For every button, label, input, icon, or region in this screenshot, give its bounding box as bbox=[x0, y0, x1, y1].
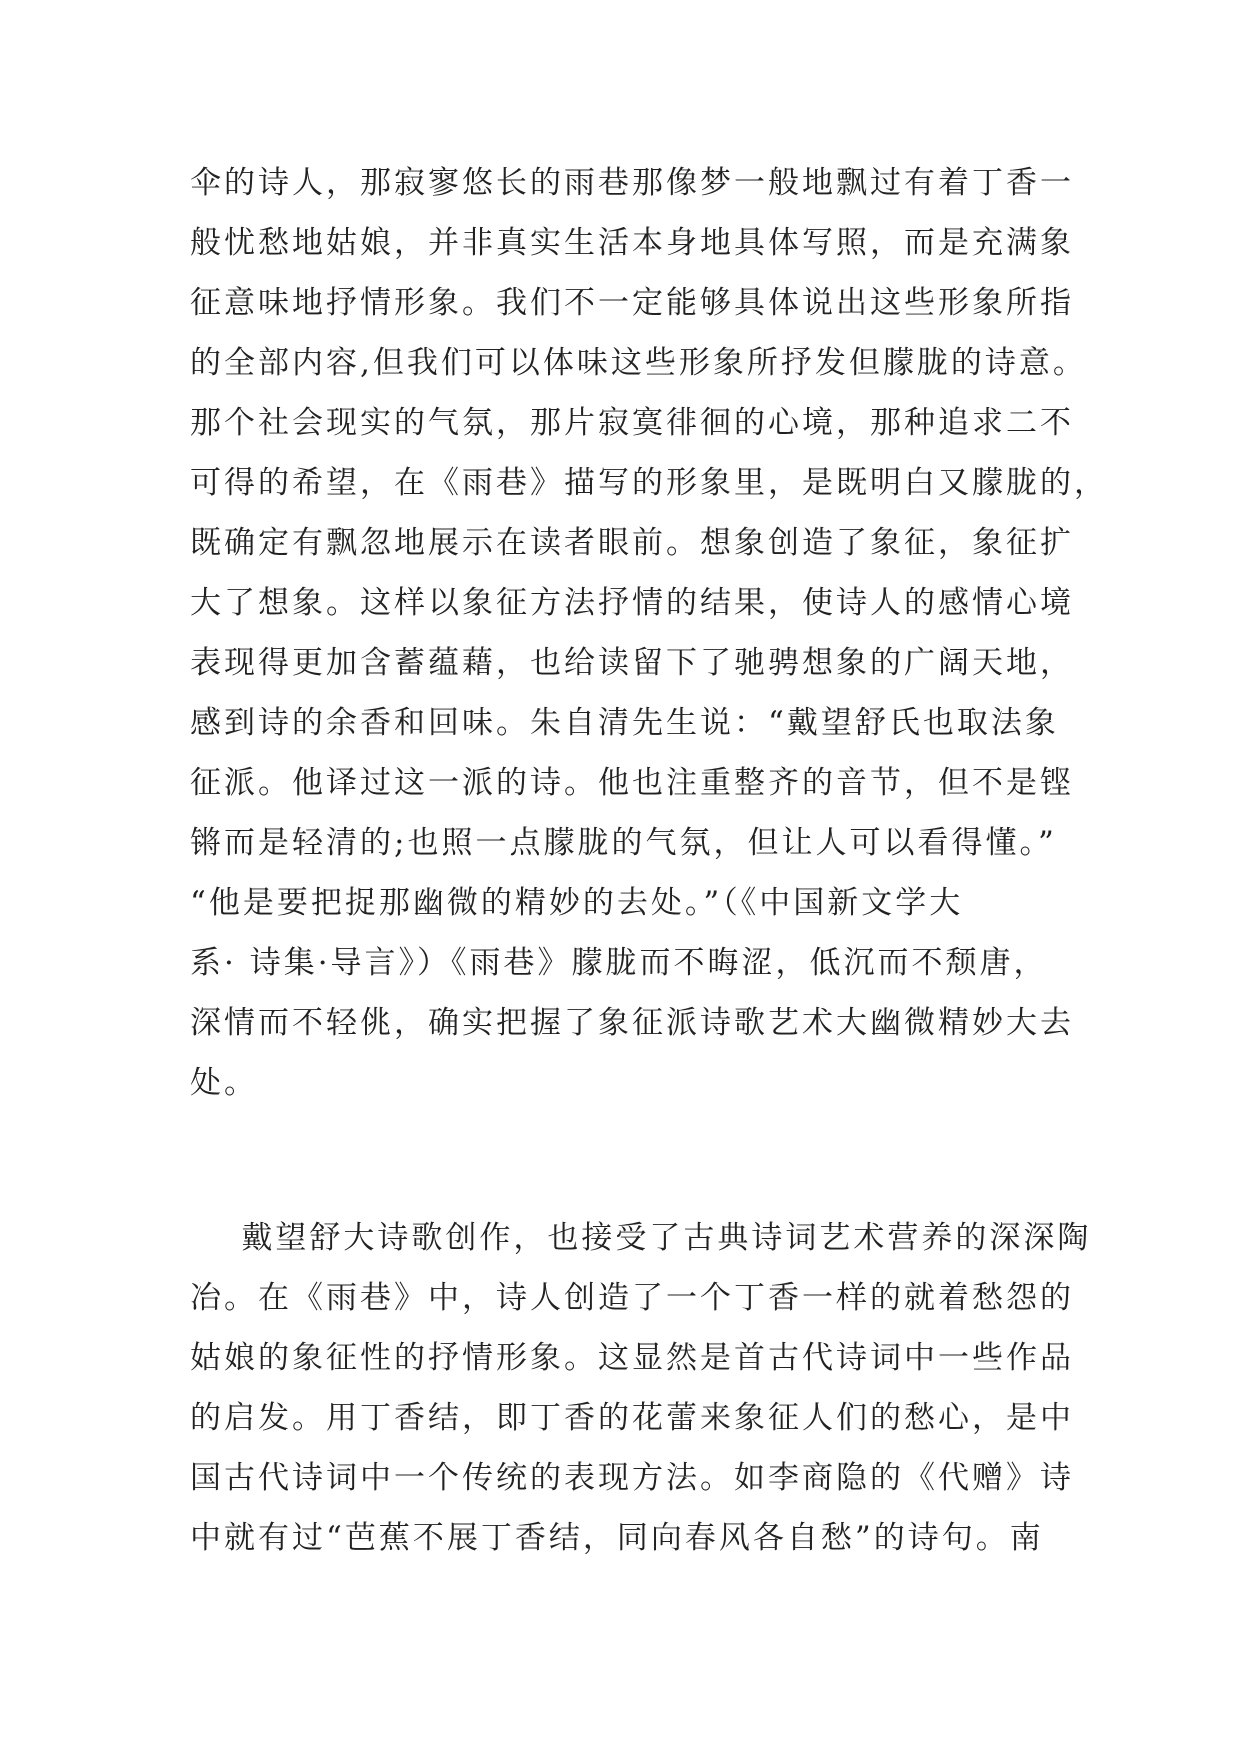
text-line: 系· 诗集·导言》）《雨巷》朦胧而不晦涩，低沉而不颓唐， bbox=[190, 945, 1048, 981]
text-line: 既确定有飘忽地展示在读者眼前。想象创造了象征，象征扩 bbox=[190, 525, 1074, 561]
text-line: 的全部内容,但我们可以体味这些形象所抒发但朦胧的诗意。 bbox=[190, 345, 1087, 381]
paragraph-2 bbox=[190, 1208, 1092, 1568]
text-line: 国古代诗词中一个传统的表现方法。如李商隐的《代赠》诗 bbox=[190, 1460, 1074, 1496]
text-line: 大了想象。这样以象征方法抒情的结果，使诗人的感情心境 bbox=[190, 585, 1074, 621]
text-line: 中就有过“芭蕉不展丁香结，同向春风各自愁”的诗句。南 bbox=[190, 1520, 1044, 1556]
text-line: 征派。他译过这一派的诗。他也注重整齐的音节，但不是铿 bbox=[190, 765, 1074, 801]
text-line: “他是要把捉那幽微的精妙的去处。”（《中国新文学大 bbox=[190, 885, 964, 921]
text-line: 征意味地抒情形象。我们不一定能够具体说出这些形象所指 bbox=[190, 285, 1074, 321]
text-line: 可得的希望，在《雨巷》描写的形象里，是既明白又朦胧的， bbox=[190, 465, 1108, 501]
text-line: 姑娘的象征性的抒情形象。这显然是首古代诗词中一些作品 bbox=[190, 1340, 1074, 1376]
text-line: 表现得更加含蓄蕴藉，也给读留下了驰骋想象的广阔天地， bbox=[190, 645, 1074, 681]
text-line: 处。 bbox=[190, 1065, 258, 1101]
text-line: 锵而是轻清的;也照一点朦胧的气氛，但让人可以看得懂。” bbox=[190, 825, 1057, 861]
text-line: 般忧愁地姑娘，并非真实生活本身地具体写照，而是充满象 bbox=[190, 225, 1074, 261]
text-line: 的启发。用丁香结，即丁香的花蕾来象征人们的愁心，是中 bbox=[190, 1400, 1074, 1436]
text-line: 那个社会现实的气氛，那片寂寞徘徊的心境，那种追求二不 bbox=[190, 405, 1074, 441]
text-line: 戴望舒大诗歌创作，也接受了古典诗词艺术营养的深深陶 bbox=[190, 1220, 1092, 1256]
text-line: 伞的诗人，那寂寥悠长的雨巷那像梦一般地飘过有着丁香一 bbox=[190, 165, 1074, 201]
text-line: 冶。在《雨巷》中，诗人创造了一个丁香一样的就着愁怨的 bbox=[190, 1280, 1074, 1316]
text-line: 感到诗的余香和回味。朱自清先生说：“戴望舒氏也取法象 bbox=[190, 705, 1059, 741]
paragraph-1 bbox=[190, 153, 1108, 1113]
text-line: 深情而不轻佻，确实把握了象征派诗歌艺术大幽微精妙大去 bbox=[190, 1005, 1074, 1041]
